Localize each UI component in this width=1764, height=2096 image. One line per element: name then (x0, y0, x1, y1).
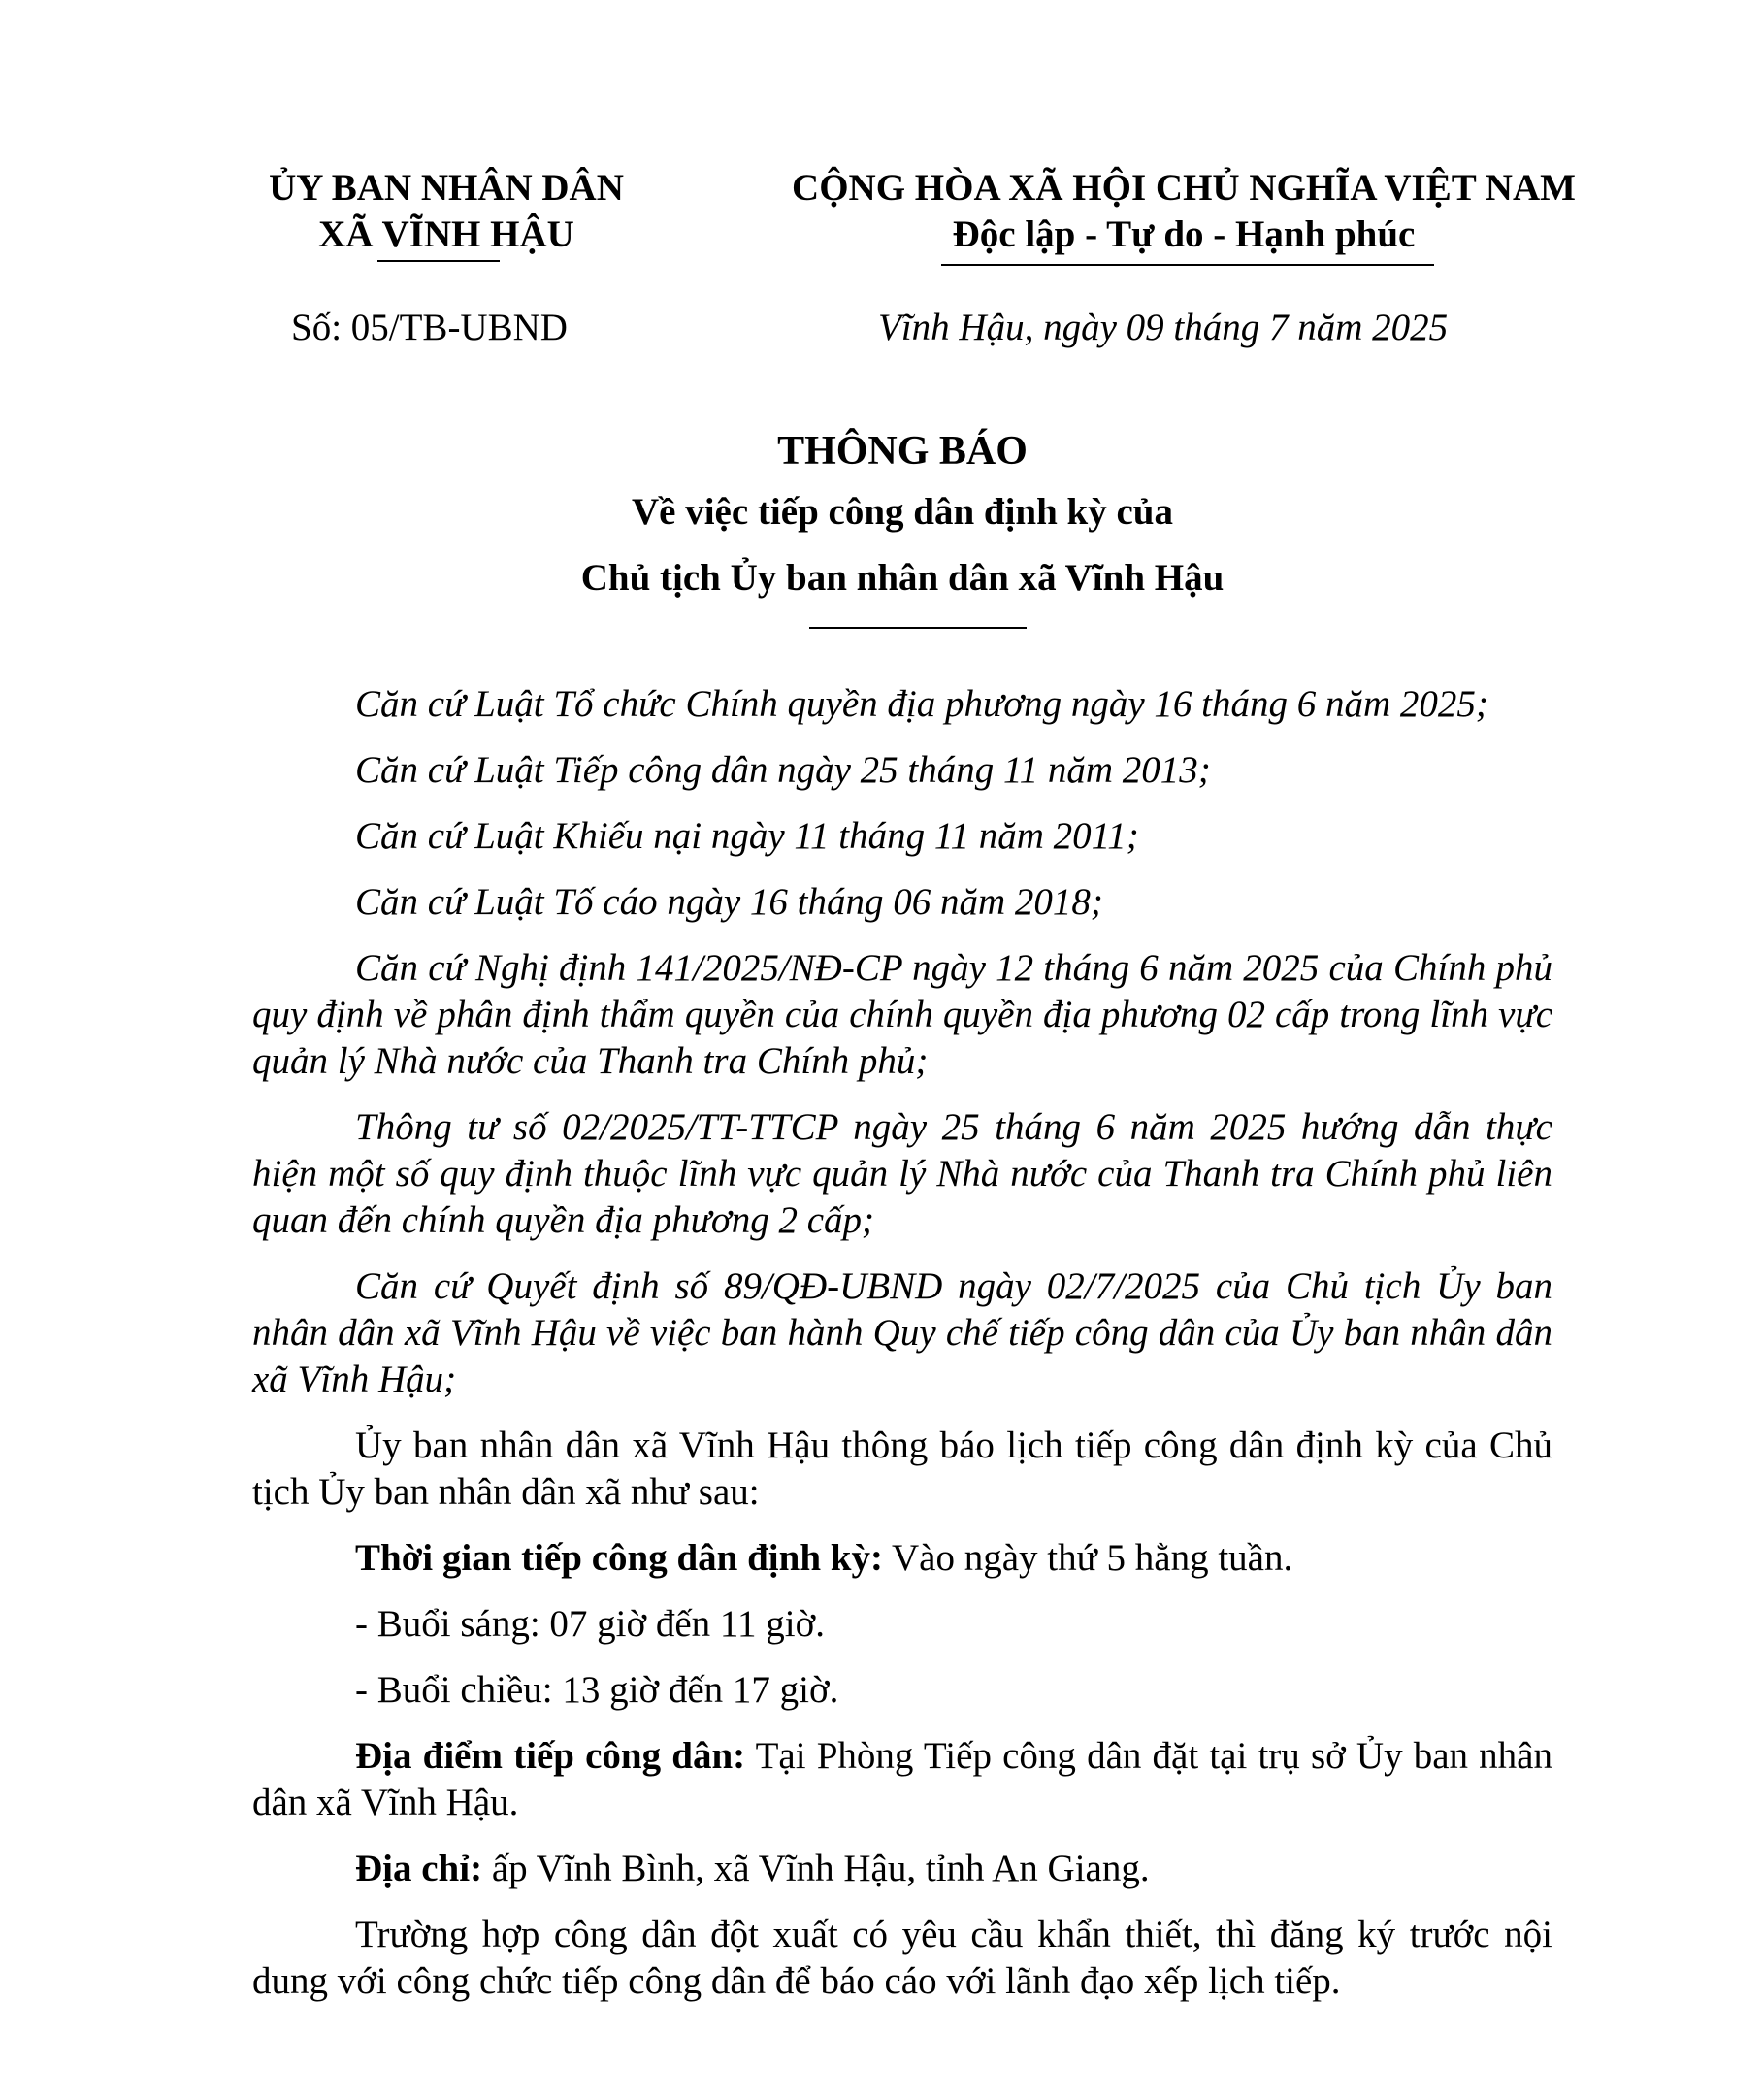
subject-line-2: Chủ tịch Ủy ban nhân dân xã Vĩnh Hậu (580, 557, 1225, 599)
reception-address (252, 1846, 1552, 1892)
legal-basis-7: Căn cứ Quyết định số 89/QĐ-UBND ngày 02/7/2025 của Chủ tịch Ủy ban nhân dân xã Vĩnh Hậu về việc ban hành Quy chế tiếp công dân của Ủy ban nhân dân xã Vĩnh Hậu; (252, 1265, 1552, 1400)
document-body (252, 681, 1552, 2024)
document-title-block (252, 423, 1552, 611)
reception-place (252, 1733, 1552, 1826)
legal-basis-6: Thông tư số 02/2025/TT-TTCP ngày 25 tháng 6 năm 2025 hướng dẫn thực hiện một số quy định thuộc lĩnh vực quản lý Nhà nước của Thanh tra Chính phủ liên quan đến chính quyền địa phương 2 cấp; (252, 1106, 1552, 1241)
issuing-authority (204, 165, 689, 258)
authority-line-2: XÃ VĨNH HẬU (318, 213, 574, 255)
closing-paragraph: Trường hợp công dân đột xuất có yêu cầu khẩn thiết, thì đăng ký trước nội dung với công chức tiếp công dân để báo cáo với lãnh đạo xếp lịch tiếp. (252, 1914, 1552, 2002)
schedule-time (252, 1535, 1552, 1582)
motto-underline (941, 264, 1434, 266)
reception-place-value: Tại Phòng Tiếp công dân đặt tại trụ sở Ủy ban nhân dân xã Vĩnh Hậu. (252, 1735, 1552, 1823)
subject-line-1: Về việc tiếp công dân định kỳ của (632, 491, 1173, 533)
schedule-morning: - Buổi sáng: 07 giờ đến 11 giờ. (355, 1603, 825, 1645)
legal-basis-4: Căn cứ Luật Tố cáo ngày 16 tháng 06 năm 2018; (355, 881, 1103, 923)
legal-basis-1: Căn cứ Luật Tổ chức Chính quyền địa phương ngày 16 tháng 6 năm 2025; (355, 683, 1488, 725)
legal-basis-5: Căn cứ Nghị định 141/2025/NĐ-CP ngày 12 tháng 6 năm 2025 của Chính phủ quy định về phân định thẩm quyền của chính quyền địa phương 02 cấp trong lĩnh vực quản lý Nhà nước của Thanh tra Chính phủ; (252, 947, 1552, 1082)
document-number: Số: 05/TB-UBND (291, 307, 568, 348)
legal-basis-2: Căn cứ Luật Tiếp công dân ngày 25 tháng 11 năm 2013; (355, 749, 1211, 791)
intro-paragraph: Ủy ban nhân dân xã Vĩnh Hậu thông báo lịch tiếp công dân định kỳ của Chủ tịch Ủy ban nhân dân xã như sau: (252, 1425, 1552, 1513)
reception-place-label: Địa điểm tiếp công dân: (355, 1735, 746, 1777)
nation-name: CỘNG HÒA XÃ HỘI CHỦ NGHĨA VIỆT NAM (792, 167, 1576, 209)
legal-basis-3: Căn cứ Luật Khiếu nại ngày 11 tháng 11 năm 2011; (355, 815, 1139, 857)
authority-line-1: ỦY BAN NHÂN DÂN (269, 167, 624, 209)
schedule-time-label: Thời gian tiếp công dân định kỳ: (355, 1537, 883, 1579)
national-motto: Độc lập - Tự do - Hạnh phúc (952, 213, 1416, 255)
place-and-date: Vĩnh Hậu, ngày 09 tháng 7 năm 2025 (878, 307, 1449, 348)
reception-address-label: Địa chỉ: (355, 1848, 483, 1889)
authority-underline (377, 260, 500, 262)
schedule-afternoon: - Buổi chiều: 13 giờ đến 17 giờ. (355, 1669, 839, 1711)
national-heading (757, 165, 1611, 258)
title-underline (809, 627, 1027, 629)
reception-address-value: ấp Vĩnh Bình, xã Vĩnh Hậu, tỉnh An Giang. (482, 1848, 1150, 1889)
schedule-time-value: Vào ngày thứ 5 hằng tuần. (882, 1537, 1293, 1579)
document-type: THÔNG BÁO (777, 429, 1028, 474)
